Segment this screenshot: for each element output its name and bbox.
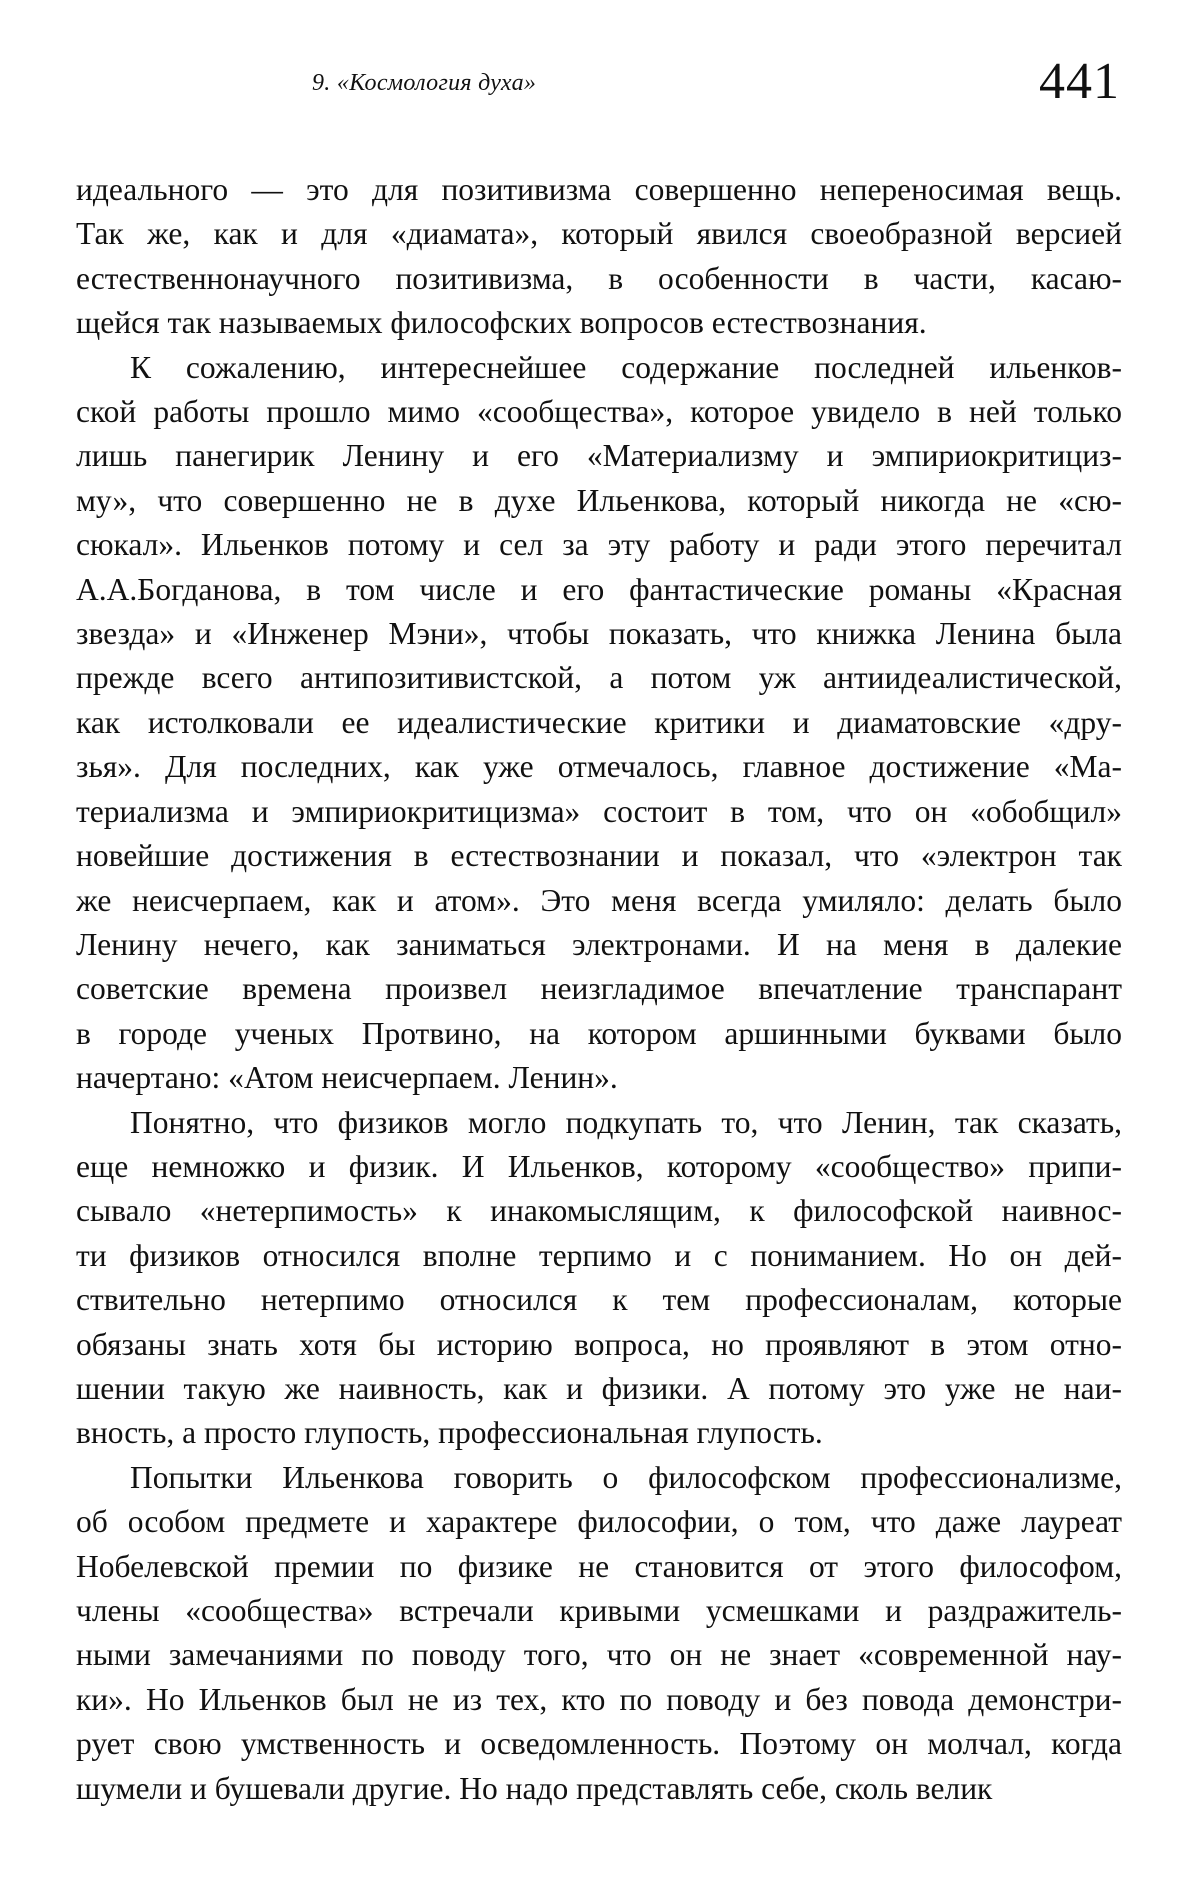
text-line: шении такую же наивность, как и физики. А потому это уже не наи-: [76, 1370, 1122, 1406]
text-line: лишь панегирик Ленину и его «Материализму и эмпириокритициз-: [76, 438, 1122, 474]
paragraph: [76, 346, 1122, 1101]
text-line: обязаны знать хотя бы историю вопроса, но проявляют в этом отно-: [76, 1326, 1122, 1362]
text-line: как истолковали ее идеалистические критики и диаматовские «дру-: [76, 704, 1122, 740]
text-line: Ленину нечего, как заниматься электронами. И на меня в далекие: [76, 926, 1122, 962]
text-line: Нобелевской премии по физике не становится от этого философом,: [76, 1548, 1122, 1584]
text-line: щейся так называемых философских вопросов естествознания.: [76, 305, 927, 341]
text-line: новейшие достижения в естествознании и показал, что «электрон так: [76, 838, 1122, 874]
text-line: ки». Но Ильенков был не из тех, кто по поводу и без повода демонстри-: [76, 1681, 1122, 1717]
paragraph: [76, 168, 1122, 346]
text-line: прежде всего антипозитивистской, а потом уж антиидеалистической,: [76, 660, 1122, 696]
text-line: ти физиков относился вполне терпимо и с пониманием. Но он дей-: [76, 1237, 1122, 1273]
text-line: Попытки Ильенкова говорить о философском профессионализме,: [130, 1459, 1122, 1495]
text-line: естественнонаучного позитивизма, в особенности в части, касаю-: [76, 260, 1122, 296]
text-line: еще немножко и физик. И Ильенков, которому «сообщество» припи-: [76, 1148, 1122, 1184]
paragraph: [76, 1456, 1122, 1811]
text-line: Так же, как и для «диамата», который явился своеобразной версией: [76, 216, 1122, 252]
page-number: 441: [1039, 53, 1120, 110]
text-line: об особом предмете и характере философии, о том, что даже лауреат: [76, 1504, 1122, 1540]
text-line: же неисчерпаем, как и атом». Это меня всегда умиляло: делать было: [76, 882, 1122, 918]
text-line: идеального — это для позитивизма совершенно непереносимая вещь.: [76, 172, 1122, 207]
text-line: териализма и эмпириокритицизма» состоит в том, что он «обобщил»: [76, 793, 1122, 829]
text-line: звезда» и «Инженер Мэни», чтобы показать, что книжка Ленина была: [76, 616, 1122, 652]
text-line: рует свою умственность и осведомленность. Поэтому он молчал, когда: [76, 1726, 1122, 1762]
text-line: ской работы прошло мимо «сообщества», которое увидело в ней только: [76, 394, 1122, 430]
text-line: члены «сообщества» встречали кривыми усмешками и раздражитель-: [76, 1593, 1122, 1628]
text-line: вность, а просто глупость, профессиональная глупость.: [76, 1415, 823, 1451]
text-line: зья». Для последних, как уже отмечалось, главное достижение «Ма-: [76, 749, 1122, 785]
text-line: шумели и бушевали другие. Но надо представлять себе, сколь велик: [76, 1770, 993, 1806]
text-line: сывало «нетерпимость» к инакомыслящим, к философской наивнос-: [76, 1193, 1122, 1229]
text-line: начертано: «Атом неисчерпаем. Ленин».: [76, 1060, 618, 1096]
text-line: сюкал». Ильенков потому и сел за эту работу и ради этого перечитал: [76, 527, 1122, 563]
text-line: му», что совершенно не в духе Ильенкова, который никогда не «сю-: [76, 482, 1122, 518]
text-line: ными замечаниями по поводу того, что он не знает «современной нау-: [76, 1637, 1122, 1673]
text-line: советские времена произвел неизгладимое впечатление транспарант: [76, 971, 1122, 1007]
text-line: А.А.Богданова, в том числе и его фантастические романы «Красная: [76, 571, 1122, 607]
text-line: Понятно, что физиков могло подкупать то, что Ленин, так сказать,: [130, 1104, 1122, 1140]
text-line: К сожалению, интереснейшее содержание последней ильенков-: [130, 349, 1122, 385]
body-text: [76, 168, 1122, 1811]
text-line: в городе ученых Протвино, на котором аршинными буквами было: [76, 1015, 1122, 1051]
paragraph: [76, 1101, 1122, 1456]
running-title: 9. «Космология духа»: [312, 70, 537, 96]
text-line: ствительно нетерпимо относился к тем профессионалам, которые: [76, 1282, 1122, 1318]
